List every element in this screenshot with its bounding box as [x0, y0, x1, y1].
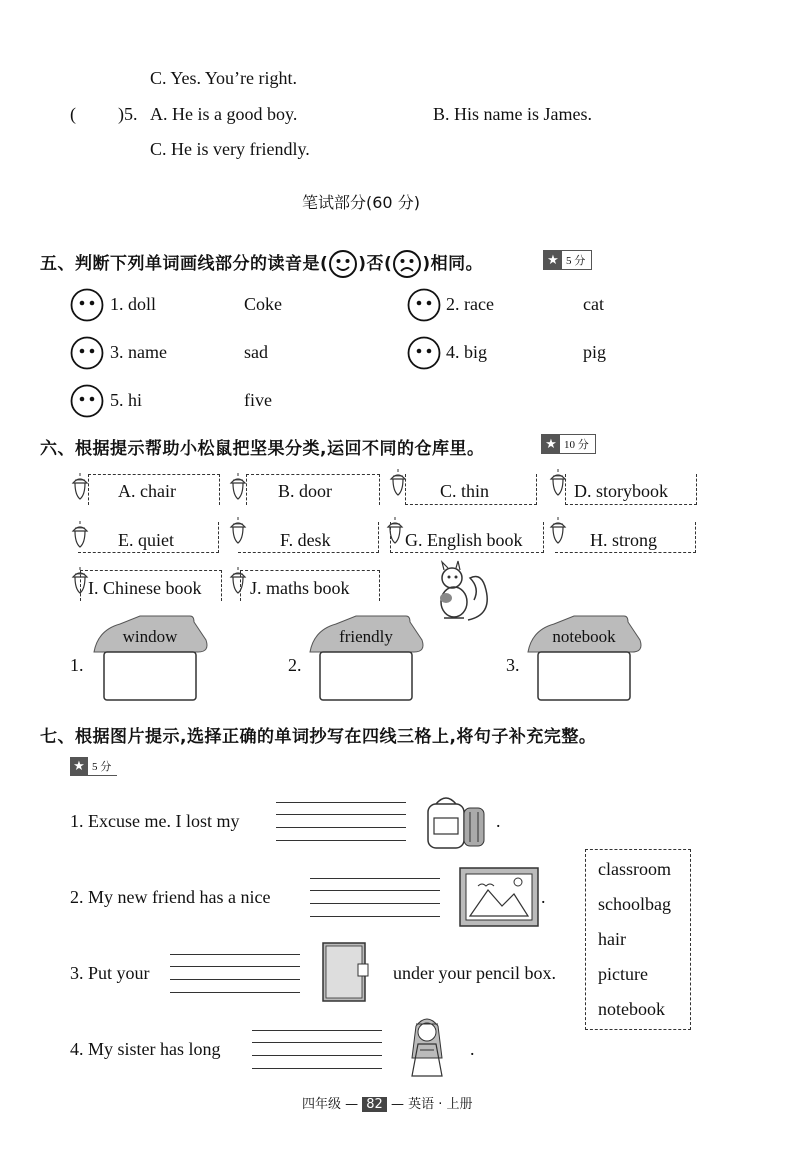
- nut-option-h[interactable]: H. strong: [590, 530, 657, 550]
- house-3-number: 3.: [506, 655, 520, 675]
- star-icon: ★: [544, 251, 562, 269]
- s5-item2-compare: cat: [583, 294, 604, 314]
- section5-heading: 五、判断下列单词画线部分的读音是( )否( )相同。: [40, 249, 483, 279]
- house-3-icon[interactable]: [524, 612, 644, 704]
- section5-score-badge: ★ 5 分: [543, 250, 592, 270]
- word-bank: [585, 849, 691, 1030]
- s7-sentence-2: 2. My new friend has a nice: [70, 887, 271, 907]
- page-number: 82: [362, 1097, 387, 1112]
- nut-option-f[interactable]: F. desk: [280, 530, 331, 550]
- s5-item3-word: 3. name: [110, 342, 167, 362]
- word-bank-item: notebook: [598, 999, 665, 1019]
- notebook-icon: [320, 940, 372, 1004]
- section7-score-badge: ★ 5 分: [70, 757, 117, 776]
- house-1-number: 1.: [70, 655, 84, 675]
- house-2-label: friendly: [339, 627, 393, 646]
- page-footer: [302, 1093, 473, 1112]
- s5-item4-word: 4. big: [446, 342, 488, 362]
- s7-sentence-4-period: .: [470, 1039, 475, 1059]
- answer-face-icon[interactable]: [70, 384, 104, 418]
- happy-face-icon: [328, 249, 358, 279]
- section6-heading: 六、根据提示帮助小松鼠把坚果分类,运回不同的仓库里。: [40, 439, 485, 459]
- acorn-icon: [228, 472, 248, 502]
- s5-item2-word: 2. race: [446, 294, 494, 314]
- answer-face-icon[interactable]: [70, 288, 104, 322]
- writing-lines[interactable]: [310, 878, 440, 916]
- s7-sentence-3: 3. Put your: [70, 963, 150, 983]
- s7-sentence-1-period: .: [496, 811, 501, 831]
- star-icon: ★: [70, 757, 88, 775]
- nut-option-c[interactable]: C. thin: [440, 481, 490, 501]
- answer-face-icon[interactable]: [407, 336, 441, 370]
- long-hair-girl-icon: [402, 1014, 452, 1078]
- nut-option-d[interactable]: D. storybook: [574, 481, 668, 501]
- nut-option-a[interactable]: A. chair: [118, 481, 176, 501]
- nut-option-i[interactable]: I. Chinese book: [88, 578, 202, 598]
- s7-sentence-4: 4. My sister has long: [70, 1039, 221, 1059]
- house-2-number: 2.: [288, 655, 302, 675]
- word-bank-item: picture: [598, 964, 648, 984]
- q5-option-a: A. He is a good boy.: [150, 104, 298, 124]
- word-bank-item: classroom: [598, 859, 671, 879]
- s5-item1-word: 1. doll: [110, 294, 157, 314]
- q5-option-c: C. He is very friendly.: [150, 139, 310, 159]
- nut-option-b[interactable]: B. door: [278, 481, 332, 501]
- q5-option-b: B. His name is James.: [433, 104, 592, 124]
- footer-grade: 四年级 —: [302, 1097, 359, 1112]
- written-part-title: 笔试部分(60 分): [302, 193, 420, 212]
- writing-lines[interactable]: [170, 954, 300, 992]
- word-bank-item: schoolbag: [598, 894, 671, 914]
- nut-option-g[interactable]: G. English book: [405, 530, 523, 550]
- s5-item5-word: 5. hi: [110, 390, 143, 410]
- acorn-icon: [70, 472, 90, 502]
- house-1-label: window: [122, 627, 178, 646]
- house-2-icon[interactable]: [306, 612, 426, 704]
- s7-sentence-2-period: .: [541, 887, 546, 907]
- answer-face-icon[interactable]: [407, 288, 441, 322]
- nut-option-e[interactable]: E. quiet: [118, 530, 174, 550]
- house-3-label: notebook: [552, 627, 616, 646]
- s5-item1-compare: Coke: [244, 294, 282, 314]
- s7-sentence-3-end: under your pencil box.: [393, 963, 556, 983]
- squirrel-icon: [430, 560, 492, 626]
- s7-sentence-1: 1. Excuse me. I lost my: [70, 811, 240, 831]
- nut-option-j[interactable]: J. maths book: [250, 578, 350, 598]
- schoolbag-icon: [418, 792, 494, 854]
- writing-lines[interactable]: [276, 802, 406, 840]
- s5-item4-compare: pig: [583, 342, 607, 362]
- section7-heading: 七、根据图片提示,选择正确的单词抄写在四线三格上,将句子补充完整。: [40, 727, 597, 747]
- q5-paren-open: (: [70, 104, 76, 124]
- section6-score-badge: ★ 10 分: [541, 434, 596, 454]
- house-1-icon[interactable]: [90, 612, 210, 704]
- writing-lines[interactable]: [252, 1030, 382, 1068]
- q5-number: )5.: [118, 104, 138, 124]
- footer-subject: — 英语 · 上册: [390, 1097, 473, 1112]
- answer-face-icon[interactable]: [70, 336, 104, 370]
- sad-face-icon: [392, 249, 422, 279]
- picture-icon: [458, 866, 540, 928]
- word-bank-item: hair: [598, 929, 626, 949]
- s5-item3-compare: sad: [244, 342, 268, 362]
- star-icon: ★: [542, 435, 560, 453]
- s5-item5-compare: five: [244, 390, 272, 410]
- q4-option-c: C. Yes. You’re right.: [150, 68, 298, 88]
